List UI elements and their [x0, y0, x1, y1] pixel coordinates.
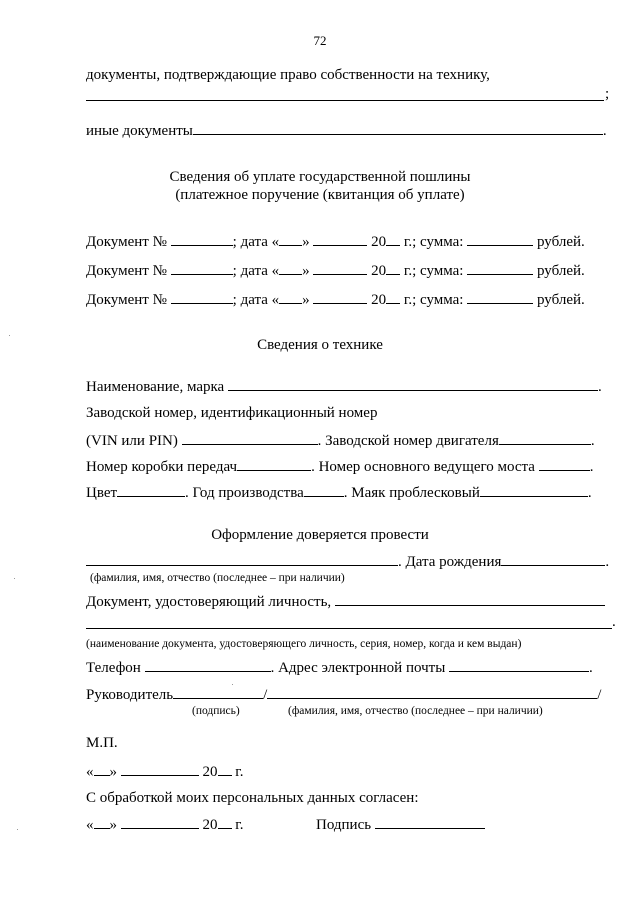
fee-row [86, 291, 585, 309]
fee-subheading: (платежное поручение (квитанция об уплате) [175, 187, 465, 203]
footer-quote-close: » [109, 817, 117, 833]
fee-row [86, 262, 585, 280]
fee-year-field[interactable] [386, 291, 400, 304]
scan-speck [17, 829, 18, 830]
tech-name-end: . [597, 379, 602, 395]
tech-gearbox-label: Номер коробки передач [86, 459, 238, 475]
delegate-id-field[interactable] [335, 593, 605, 606]
tech-name-field[interactable] [228, 378, 598, 391]
fee-row [86, 233, 585, 251]
owner-docs-label: документы, подтверждающие право собственности на технику, [86, 67, 490, 83]
tech-color-field[interactable] [117, 484, 185, 497]
head-fio-hint: (фамилия, имя, отчество (последнее – при наличии) [288, 705, 543, 717]
tech-name-line [86, 378, 602, 396]
delegate-fio-line [86, 553, 609, 571]
footer-signature-line [316, 816, 485, 834]
tech-name-label: Наименование, марка [86, 379, 225, 395]
tech-beacon-end: . [587, 485, 592, 501]
fee-year-field[interactable] [386, 262, 400, 275]
delegate-email-end: . [589, 660, 593, 676]
tech-axle-label: . Номер основного ведущего моста [311, 459, 535, 475]
tech-gearbox-field[interactable] [237, 458, 311, 471]
delegate-id-line [86, 593, 605, 611]
other-docs-field[interactable] [193, 122, 603, 135]
delegate-email-field[interactable] [449, 659, 589, 672]
fee-month-field[interactable] [313, 262, 367, 275]
scan-speck [9, 335, 10, 336]
fee-date-label: ; дата « [232, 263, 280, 279]
fee-doc-number-field[interactable] [171, 233, 233, 246]
footer-signature-label: Подпись [316, 817, 372, 833]
tech-engine-end: . [590, 433, 595, 449]
fee-month-field[interactable] [313, 291, 367, 304]
footer-month-field[interactable] [121, 816, 199, 829]
footer-quote-open: « [86, 764, 94, 780]
fee-year-prefix: 20 [371, 263, 387, 279]
fee-doc-label: Документ № [86, 234, 167, 250]
head-line [86, 686, 601, 704]
delegate-fio-field[interactable] [86, 553, 398, 566]
other-docs-label: иные документы [86, 123, 193, 139]
tech-axle-field[interactable] [539, 458, 590, 471]
fee-year-prefix: 20 [371, 292, 387, 308]
delegate-phone-label: Телефон [86, 660, 141, 676]
tech-serial-label: Заводской номер, идентификационный номер [86, 405, 378, 421]
delegate-id-label: Документ, удостоверяющий личность, [86, 594, 332, 610]
tech-year-field[interactable] [304, 484, 344, 497]
scan-speck [232, 684, 233, 685]
delegate-contact-line [86, 659, 593, 677]
other-docs-line [86, 122, 607, 140]
fee-currency: рублей. [536, 234, 585, 250]
stamp-label: М.П. [86, 735, 118, 751]
fee-date-label: ; дата « [232, 292, 280, 308]
tech-heading: Сведения о технике [257, 337, 383, 353]
tech-engine-label: . Заводской номер двигателя [317, 433, 499, 449]
footer-signature-field[interactable] [375, 816, 485, 829]
fee-doc-label: Документ № [86, 263, 167, 279]
scan-speck [14, 578, 15, 579]
fee-quote-close: » [302, 263, 310, 279]
head-slash-end: / [597, 687, 602, 703]
consent-label: С обработкой моих персональных данных согласен: [86, 790, 419, 806]
head-signature-field[interactable] [173, 686, 263, 699]
owner-docs-end: ; [605, 86, 610, 102]
fee-day-field[interactable] [279, 291, 302, 304]
fee-doc-number-field[interactable] [171, 262, 233, 275]
delegate-fio-hint: (фамилия, имя, отчество (последнее – при наличии) [90, 572, 345, 584]
footer-year-suffix: г. [231, 764, 244, 780]
head-slash: / [263, 687, 268, 703]
footer-year-prefix: 20 [202, 764, 218, 780]
fee-year-suffix: г.; сумма: [400, 292, 464, 308]
fee-doc-label: Документ № [86, 292, 167, 308]
footer-year-prefix: 20 [202, 817, 218, 833]
tech-axle-end: . [589, 459, 594, 475]
head-label: Руководитель [86, 687, 174, 703]
fee-amount-field[interactable] [467, 233, 533, 246]
footer-year-suffix: г. [231, 817, 244, 833]
footer-quote-open: « [86, 817, 94, 833]
fee-date-label: ; дата « [232, 234, 280, 250]
footer-day-field[interactable] [94, 816, 110, 829]
tech-vin-field[interactable] [182, 432, 318, 445]
tech-color-label: Цвет [86, 485, 118, 501]
footer-year-field[interactable] [218, 763, 232, 776]
fee-currency: рублей. [536, 263, 585, 279]
fee-amount-field[interactable] [467, 262, 533, 275]
fee-doc-number-field[interactable] [171, 291, 233, 304]
footer-date-line [86, 763, 243, 781]
delegate-heading: Оформление доверяется провести [211, 527, 429, 543]
tech-beacon-label: . Маяк проблесковый [343, 485, 480, 501]
footer-month-field[interactable] [121, 763, 199, 776]
fee-day-field[interactable] [279, 233, 302, 246]
footer-year-field[interactable] [218, 816, 232, 829]
delegate-id-field-2[interactable] [86, 628, 612, 629]
tech-color-line [86, 484, 592, 502]
page-number: 72 [313, 33, 327, 48]
fee-year-suffix: г.; сумма: [400, 234, 464, 250]
delegate-phone-field[interactable] [145, 659, 271, 672]
tech-engine-field[interactable] [499, 432, 591, 445]
tech-year-label: . Год производства [185, 485, 304, 501]
fee-currency: рублей. [536, 292, 585, 308]
delegate-birth-field[interactable] [501, 553, 605, 566]
tech-beacon-field[interactable] [480, 484, 588, 497]
other-docs-end: . [602, 123, 607, 139]
delegate-email-label: . Адрес электронной почты [270, 660, 446, 676]
tech-vin-line [86, 432, 595, 450]
fee-year-field[interactable] [386, 233, 400, 246]
fee-day-field[interactable] [279, 262, 302, 275]
footer-day-field[interactable] [94, 763, 110, 776]
head-sign-hint: (подпись) [192, 705, 240, 717]
head-fio-field[interactable] [267, 686, 597, 699]
delegate-birth-label: . Дата рождения [398, 554, 502, 570]
tech-gearbox-line [86, 458, 593, 476]
footer-quote-close: » [109, 764, 117, 780]
delegate-birth-end: . [605, 554, 610, 570]
fee-quote-close: » [302, 292, 310, 308]
fee-amount-field[interactable] [467, 291, 533, 304]
fee-year-suffix: г.; сумма: [400, 263, 464, 279]
delegate-id-end: . [612, 614, 616, 630]
delegate-id-hint: (наименование документа, удостоверяющего личность, серия, номер, когда и кем выдан) [86, 638, 522, 650]
fee-quote-close: » [302, 234, 310, 250]
fee-month-field[interactable] [313, 233, 367, 246]
footer-date-line-2 [86, 816, 243, 834]
fee-heading: Сведения об уплате государственной пошлины [169, 169, 471, 185]
tech-vin-label: (VIN или PIN) [86, 433, 178, 449]
owner-docs-field[interactable] [86, 100, 604, 101]
fee-year-prefix: 20 [371, 234, 387, 250]
